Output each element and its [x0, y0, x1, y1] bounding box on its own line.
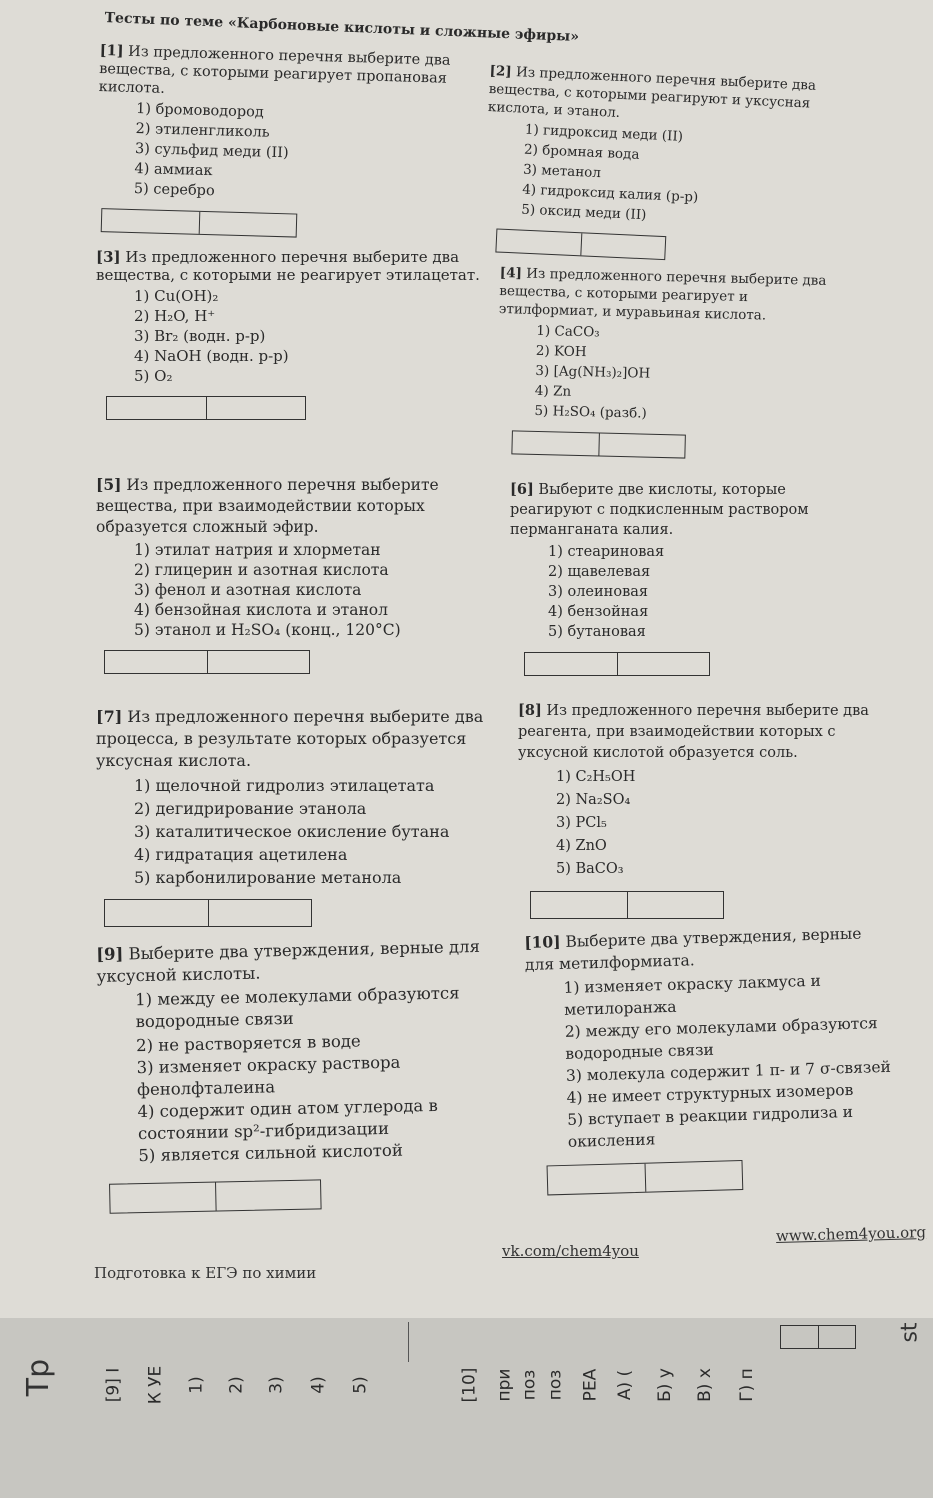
question-7 [96, 706, 496, 927]
question-3 [96, 248, 486, 420]
option: 5) O₂ [134, 367, 173, 385]
answer-cell[interactable] [525, 653, 618, 675]
answer-cell[interactable] [599, 433, 685, 457]
question-text: Из предложенного перечня выберите два вещества, с которыми реагируют и уксусная кислота, и этанол. [487, 64, 817, 121]
option: 5) BaCO₃ [556, 861, 624, 877]
strip-label: [9] I [103, 1367, 124, 1403]
option: 4) аммиак [134, 161, 213, 180]
option-list [134, 540, 476, 640]
answer-cell[interactable] [199, 212, 296, 237]
question-text: Из предложенного перечня выберите два реагента, при взаимодействии которых с уксусной кислотой образуется соль. [518, 703, 869, 761]
option: 3) PCl₅ [556, 815, 607, 831]
option: 5) вступает в реакции гидролиза и окисления [567, 1102, 854, 1151]
option: 4) гидроксид калия (р-р) [521, 181, 699, 206]
answer-box[interactable] [104, 650, 310, 674]
answer-cell[interactable] [618, 653, 710, 675]
answer-box[interactable] [524, 652, 710, 676]
question-number: [6] [510, 481, 534, 498]
answer-cell[interactable] [107, 397, 207, 419]
option: 1) гидроксид меди (II) [524, 121, 684, 145]
option: 4) Zn [534, 382, 572, 400]
answer-cell[interactable] [548, 1164, 646, 1195]
option: 1) стеариновая [548, 544, 665, 560]
strip-st-fragment: st [897, 1322, 923, 1343]
answer-cell[interactable] [102, 209, 200, 234]
option: 4) бензойная [548, 604, 649, 620]
question-text: Выберите две кислоты, которые реагируют с подкисленным раствором перманганата калия. [510, 482, 809, 538]
question-text: Из предложенного перечня выберите два вещества, с которыми реагирует пропановая кислота. [98, 43, 451, 97]
answer-cell[interactable] [512, 431, 599, 455]
option: 1) щелочной гидролиз этилацетата [134, 776, 435, 795]
option: 1) между ее молекулами образуются водородные связи [134, 983, 460, 1032]
question-5 [96, 474, 476, 674]
option-list [134, 774, 496, 889]
answer-box[interactable] [104, 899, 312, 927]
footer-site-link[interactable]: www.chem4you.org [775, 1223, 927, 1245]
option: 3) фенол и азотная кислота [134, 581, 362, 599]
question-number: [7] [96, 707, 123, 726]
answer-box[interactable] [511, 430, 686, 458]
strip-label: [10] [459, 1367, 480, 1403]
answer-cell[interactable] [105, 900, 209, 926]
question-2 [481, 62, 829, 267]
strip-label: поз [545, 1369, 566, 1401]
answer-cell[interactable] [208, 651, 310, 673]
option: 4) бензойная кислота и этанол [134, 601, 388, 619]
option: 5) карбонилирование метанола [134, 868, 402, 887]
option: 2) дегидрирование этанола [134, 799, 367, 818]
question-10 [524, 922, 901, 1196]
question-number: [1] [99, 42, 124, 60]
answer-cell[interactable] [496, 230, 581, 256]
answer-cell[interactable] [209, 900, 312, 926]
question-text: Из предложенного перечня выберите два вещества, с которыми реагирует и этилформиат, и муравьиная кислота. [498, 265, 827, 324]
answer-cell[interactable] [207, 397, 306, 419]
question-9 [96, 936, 502, 1214]
answer-cell[interactable] [531, 892, 628, 918]
answer-cell[interactable] [105, 651, 208, 673]
question-text: Из предложенного перечня выберите два вещества, с которыми не реагирует этилацетат. [96, 248, 480, 284]
option: 3) каталитическое окисление бутана [134, 822, 450, 841]
option: 1) этилат натрия и хлорметан [134, 541, 381, 559]
strip-label: РЕА [580, 1368, 601, 1402]
option: 3) олеиновая [548, 584, 649, 600]
question-number: [4] [499, 264, 523, 282]
option: 1) изменяет окраску лакмуса и метилоранжа [563, 971, 822, 1019]
answer-cell[interactable] [110, 1183, 216, 1213]
strip-label: К УЕ [145, 1365, 166, 1405]
page-title: Тесты по теме «Карбоновые кислоты и сложные эфиры» [104, 10, 580, 46]
answer-box[interactable] [495, 228, 666, 260]
option: 2) глицерин и азотная кислота [134, 561, 389, 579]
strip-label: 4) [308, 1376, 329, 1394]
question-number: [5] [96, 475, 122, 494]
option: 3) Br₂ (водн. р-р) [134, 327, 266, 345]
option: 2) KOH [535, 342, 587, 361]
strip-label: поз [519, 1369, 540, 1401]
option: 2) щавелевая [548, 564, 651, 580]
footer-vk-link[interactable]: vk.com/chem4you [502, 1242, 639, 1260]
option: 2) не растворяется в воде [135, 1031, 361, 1056]
option: 1) CaCO₃ [536, 322, 600, 341]
option: 3) метанол [522, 161, 602, 182]
answer-box[interactable] [109, 1179, 322, 1213]
strip-label: 5) [350, 1376, 371, 1394]
option: 1) C₂H₅OH [556, 769, 636, 785]
strip-label: Г) п [736, 1368, 757, 1402]
next-page-title-fragment: Тр [21, 1358, 57, 1397]
option: 4) содержит один атом углерода в состоянии sp²-гибридизации [137, 1095, 438, 1144]
strip-label: А) ( [615, 1369, 636, 1401]
answer-box[interactable] [101, 208, 298, 237]
strip-label: Б) у [654, 1368, 675, 1402]
question-number: [2] [489, 62, 513, 80]
question-number: [8] [518, 702, 542, 719]
question-6 [510, 480, 830, 676]
option: 3) молекула содержит 1 π- и 7 σ-связей [565, 1057, 892, 1085]
option-list [556, 766, 878, 881]
answer-cell[interactable] [581, 233, 665, 259]
option-list [521, 120, 827, 234]
option-list [134, 286, 486, 386]
option: 3) [Ag(NH₃)₂]OH [535, 362, 651, 382]
strip-divider [408, 1322, 409, 1362]
strip-answer-box[interactable] [780, 1325, 856, 1349]
strip-label: 3) [266, 1376, 287, 1394]
answer-box[interactable] [106, 396, 306, 420]
option: 2) H₂O, H⁺ [134, 307, 216, 325]
footer-left: Подготовка к ЕГЭ по химии [94, 1264, 317, 1282]
strip-label: В) х [694, 1368, 715, 1402]
option-list [548, 542, 830, 642]
answer-cell[interactable] [819, 1326, 856, 1348]
option: 5) серебро [133, 181, 215, 200]
answer-cell[interactable] [645, 1161, 742, 1192]
answer-cell[interactable] [628, 892, 724, 918]
answer-box[interactable] [547, 1160, 744, 1195]
question-text: Выберите два утверждения, верные для уксусной кислоты. [96, 936, 481, 986]
option: 5) этанол и H₂SO₄ (конц., 120°C) [134, 621, 401, 639]
option: 4) ZnO [556, 838, 607, 854]
question-number: [3] [96, 248, 121, 266]
option: 3) изменяет окраску раствора фенолфталеина [136, 1052, 401, 1100]
option: 2) между его молекулами образуются водородные связи [564, 1014, 878, 1063]
option-list [135, 982, 501, 1168]
option: 4) не имеет структурных изомеров [566, 1080, 854, 1107]
option: 1) бромоводород [135, 101, 265, 121]
question-number: [9] [96, 944, 124, 964]
answer-box[interactable] [530, 891, 724, 919]
answer-cell[interactable] [216, 1180, 321, 1210]
option-list [563, 968, 900, 1153]
question-4 [495, 264, 845, 462]
option: 5) является сильной кислотой [138, 1140, 404, 1166]
option: 4) гидратация ацетилена [134, 845, 348, 864]
option: 5) оксид меди (II) [520, 201, 647, 224]
option: 5) бутановая [548, 624, 646, 640]
option: 3) сульфид меди (II) [134, 141, 289, 162]
question-text: Выберите два утверждения, верные для метилформиата. [524, 924, 862, 974]
answer-cell[interactable] [781, 1326, 819, 1348]
option-list [534, 321, 843, 428]
question-8 [518, 700, 878, 919]
strip-label: при [494, 1368, 515, 1402]
question-1 [95, 42, 470, 242]
question-text: Из предложенного перечня выберите два процесса, в результате которых образуется уксусная кислота. [96, 707, 484, 770]
strip-label: 1) [186, 1376, 207, 1394]
option: 2) Na₂SO₄ [556, 792, 631, 808]
question-text: Из предложенного перечня выберите вещества, при взаимодействии которых образуется сложный эфир. [96, 476, 439, 536]
option: 4) NaOH (водн. р-р) [134, 347, 289, 365]
question-number: [10] [524, 931, 561, 952]
option: 5) H₂SO₄ (разб.) [534, 402, 647, 422]
option: 1) Cu(OH)₂ [134, 287, 219, 305]
strip-label: 2) [226, 1376, 247, 1394]
option: 2) бромная вода [523, 141, 640, 163]
option-list [134, 99, 469, 208]
option: 2) этиленгликоль [135, 121, 270, 141]
